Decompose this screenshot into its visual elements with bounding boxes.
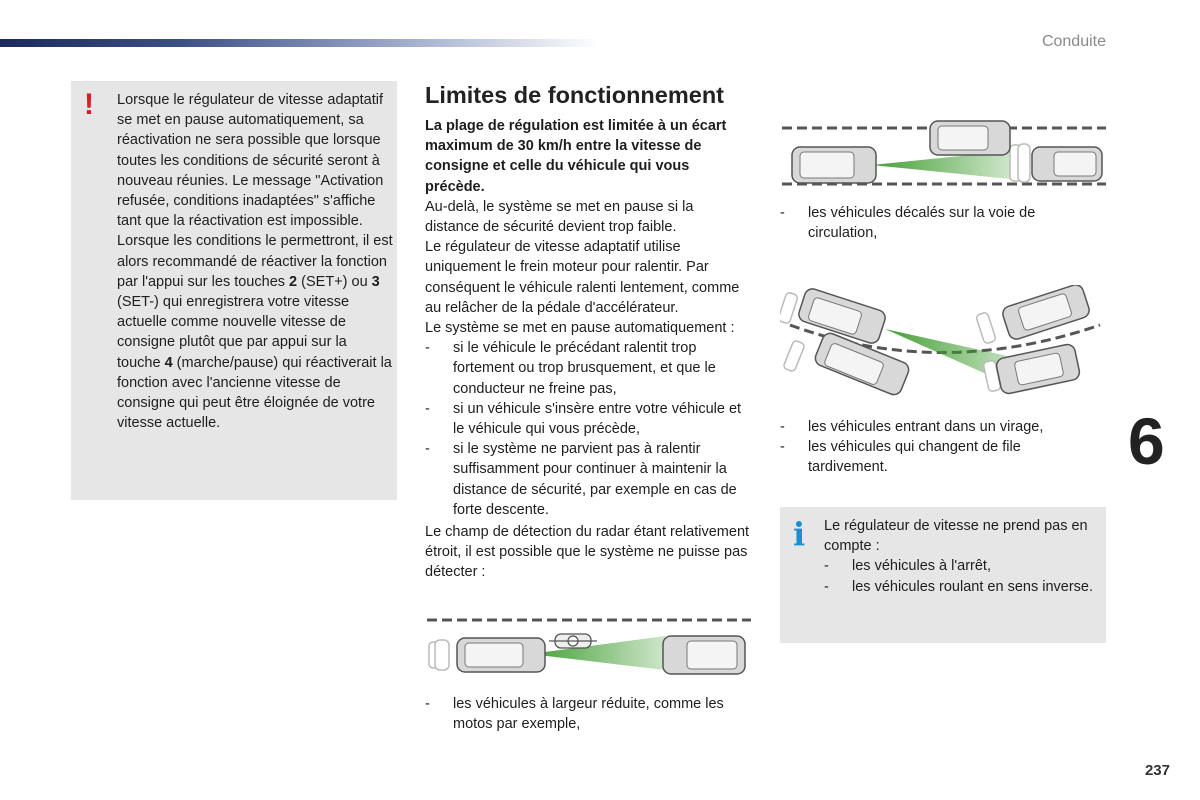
list-item: - si le système ne parvient pas à ralentir suffisamment pour continuer à maintenir la distance de sécurité, par exemple en cas de forte descente. [425,439,751,520]
exclamation-warning-icon: ! [84,88,94,121]
list-item: - les véhicules à largeur réduite, comme les motos par exemple, [425,694,751,734]
header-color-bar [0,39,600,47]
section-title: Conduite [1041,33,1106,50]
body-paragraph: Le champ de détection du radar étant relativement étroit, il est possible que le système ne puisse pas détecter : [425,524,750,581]
key-number: 2 [289,273,298,290]
list-item: - les véhicules roulant en sens inverse. [824,577,1098,597]
page-heading: Limites de fonctionnement [425,82,724,108]
curve-caption [780,417,1100,478]
key-number: 4 [164,354,173,371]
offset-vehicle-radar-illustration [780,117,1108,189]
warning-paragraph: Lorsque le régulateur de vitesse adaptatif se met en pause automatiquement, sa réactivation ne sera possible que lorsque toutes les conditions de sécurité seront à nouveau réunies. Le message "Activation refusée, conditions inadaptées" s'affiche tant que la réactivation est impossible. [117,92,384,230]
chapter-number: 6 [1128,404,1165,478]
body-paragraph: Au-delà, le système se met en pause si la distance de sécurité devient trop faible. [425,198,694,236]
info-text [824,516,1098,597]
motorbike-radar-illustration [425,612,753,682]
list-item: - les véhicules à l'arrêt, [824,556,1098,576]
key-number: 3 [371,273,380,290]
main-column [425,80,751,583]
info-paragraph: Le régulateur de vitesse ne prend pas en compte : [824,518,1088,555]
list-item: - si le véhicule le précédant ralentit trop fortement ou trop brusquement, et que le conducteur ne freine pas, [425,338,751,399]
list-item: - les véhicules qui changent de file tardivement. [780,437,1100,477]
body-paragraph: Le système se met en pause automatiquement : [425,320,735,337]
list-item: - les véhicules entrant dans un virage, [780,417,1100,437]
list-item: - les véhicules décalés sur la voie de circulation, [780,203,1100,243]
info-icon: i [793,515,806,553]
list-item: - si un véhicule s'insère entre votre véhicule et le véhicule qui vous précède, [425,399,751,439]
offset-vehicle-caption [780,203,1100,243]
warning-text [117,90,393,433]
page-number: 237 [1144,762,1170,779]
pause-conditions-list [425,338,751,520]
motorbike-caption [425,694,751,734]
warning-paragraph: Lorsque les conditions le permettront, il est alors recommandé de réactiver la fonction par l'appui sur les touches 2 (SET+) ou 3 (SET-) qui enregistrera votre vitesse actuelle comme nouvelle vitesse de consigne plutôt que par appui sur la touche 4 (marche/pause) qui réactiverait la fonction avec l'ancienne vitesse de consigne qui peut être éloignée de votre vitesse actuelle. [117,233,393,432]
intro-paragraph: La plage de régulation est limitée à un écart maximum de 30 km/h entre la vitesse de consigne et celle du véhicule qui vous précède. [425,118,727,195]
body-paragraph: Le régulateur de vitesse adaptatif utilise uniquement le frein moteur pour ralentir. Par conséquent le véhicule ralenti lentement, comme au relâcher de la pédale d'accélérateur. [425,239,740,316]
curve-lane-change-radar-illustration [780,285,1108,407]
